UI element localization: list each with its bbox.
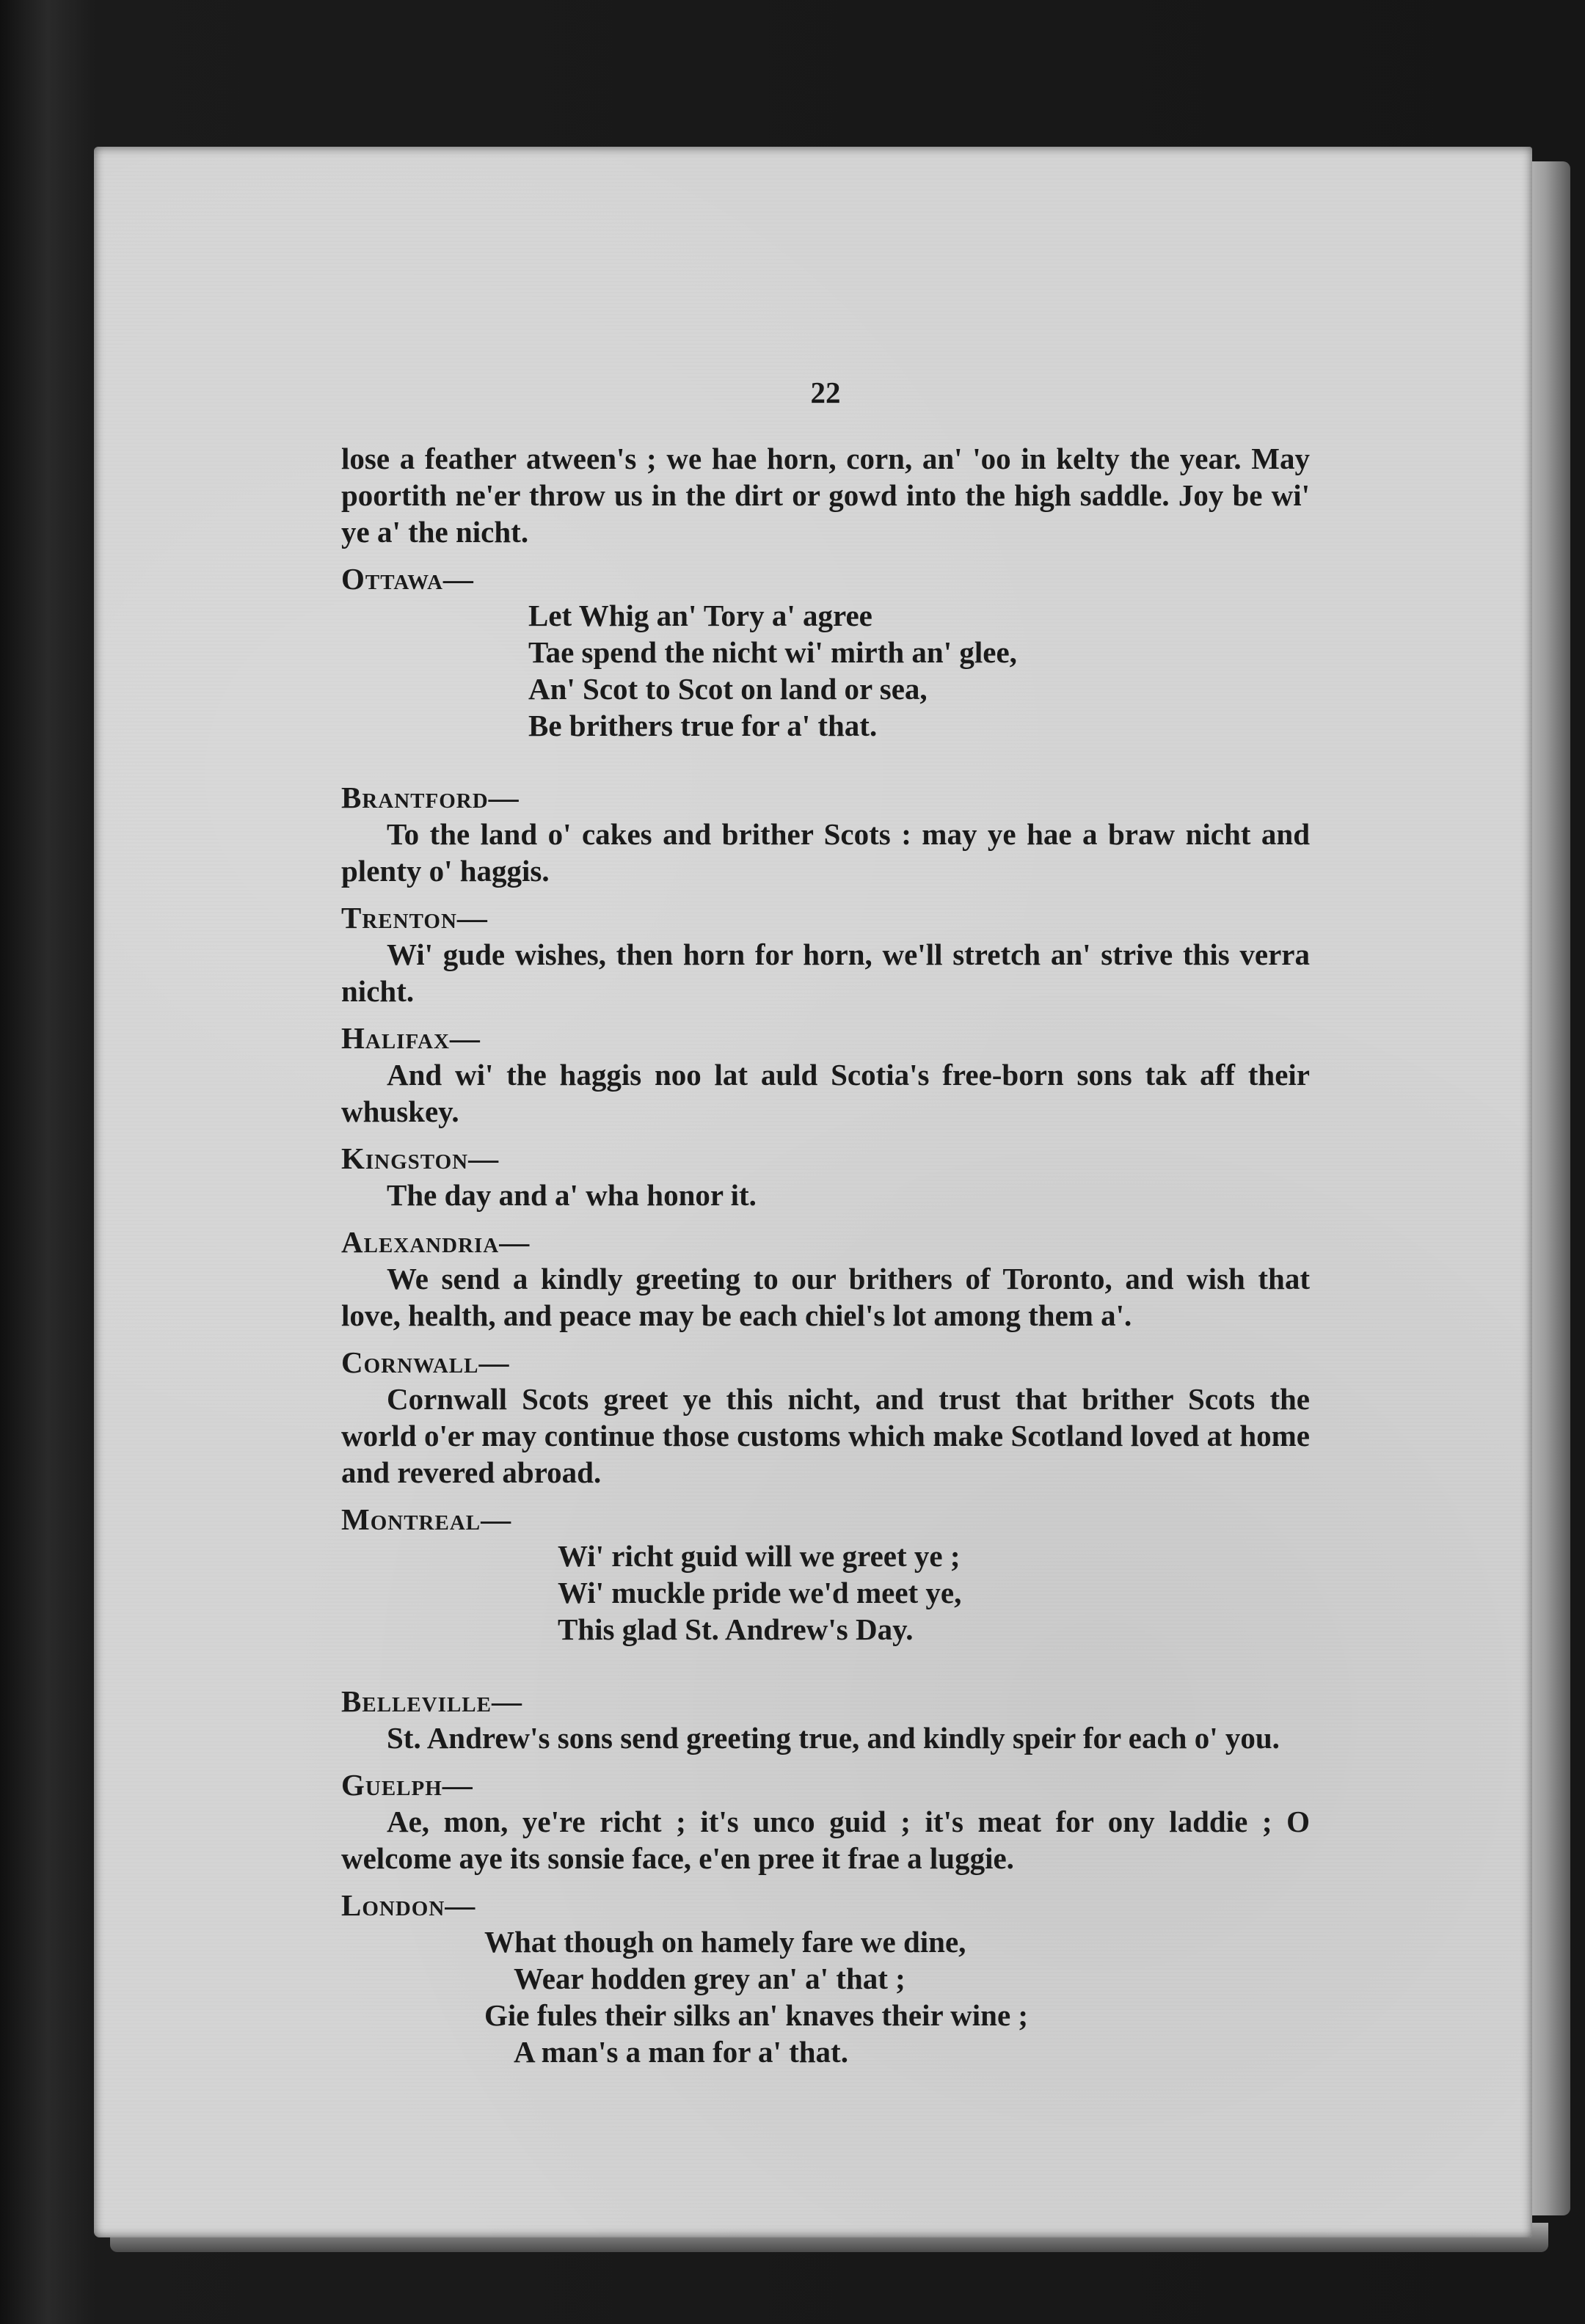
text-brantford: To the land o' cakes and brither Scots : may ye hae a braw nicht and plenty o' haggis. xyxy=(341,817,1310,888)
text-guelph: Ae, mon, ye're richt ; it's unco guid ; it's meat for ony laddie ; O welcome aye its sonsie face, e'en pree it frae a luggie. xyxy=(341,1805,1310,1875)
heading-alexandria: Alexandria— xyxy=(341,1225,531,1259)
heading-brantford: Brantford— xyxy=(341,781,520,814)
page-text xyxy=(341,374,1310,2070)
verse-line: An' Scot to Scot on land or sea, xyxy=(528,672,928,706)
heading-trenton: Trenton— xyxy=(341,901,488,935)
text-halifax: And wi' the haggis noo lat auld Scotia's free-born sons tak aff their whuskey. xyxy=(341,1058,1310,1128)
verse-line: This glad St. Andrew's Day. xyxy=(558,1612,914,1646)
verse-ottawa xyxy=(341,597,1310,744)
verse-line: Wi' richt guid will we greet ye ; xyxy=(558,1539,961,1573)
heading-halifax: Halifax— xyxy=(341,1021,481,1055)
page-number: 22 xyxy=(810,376,841,409)
verse-line: Let Whig an' Tory a' agree xyxy=(528,599,872,632)
intro-paragraph: lose a feather atween's ; we hae horn, corn, an' 'oo in kelty the year. May poortith ne'er throw us in the dirt or gowd into the high saddle. Joy be wi' ye a' the nicht. xyxy=(341,442,1310,549)
heading-montreal: Montreal— xyxy=(341,1502,512,1536)
verse-line: Wear hodden grey an' a' that ; xyxy=(514,1962,906,1995)
text-cornwall: Cornwall Scots greet ye this nicht, and trust that brither Scots the world o'er may continue those customs which make Scotland loved at home and revered abroad. xyxy=(341,1382,1310,1489)
verse-line: What though on hamely fare we dine, xyxy=(484,1925,966,1959)
heading-london: London— xyxy=(341,1888,476,1922)
text-belleville: St. Andrew's sons send greeting true, and kindly speir for each o' you. xyxy=(387,1721,1280,1755)
text-kingston: The day and a' wha honor it. xyxy=(387,1178,757,1212)
heading-cornwall: Cornwall— xyxy=(341,1345,510,1379)
heading-belleville: Belleville— xyxy=(341,1684,522,1718)
text-trenton: Wi' gude wishes, then horn for horn, we'll stretch an' strive this verra nicht. xyxy=(341,938,1310,1008)
verse-montreal xyxy=(341,1538,1310,1648)
heading-kingston: Kingston— xyxy=(341,1141,500,1175)
text-alexandria: We send a kindly greeting to our brithers of Toronto, and wish that love, health, and peace may be each chiel's lot among them a'. xyxy=(341,1262,1310,1332)
heading-ottawa: Ottawa— xyxy=(341,562,474,596)
verse-london xyxy=(341,1923,1310,2070)
verse-line: Gie fules their silks an' knaves their wine ; xyxy=(484,1998,1029,2032)
verse-line: Tae spend the nicht wi' mirth an' glee, xyxy=(528,635,1017,669)
heading-guelph: Guelph— xyxy=(341,1768,473,1802)
verse-line: Wi' muckle pride we'd meet ye, xyxy=(558,1576,962,1609)
verse-line: A man's a man for a' that. xyxy=(514,2035,848,2069)
verse-line: Be brithers true for a' that. xyxy=(528,709,878,742)
